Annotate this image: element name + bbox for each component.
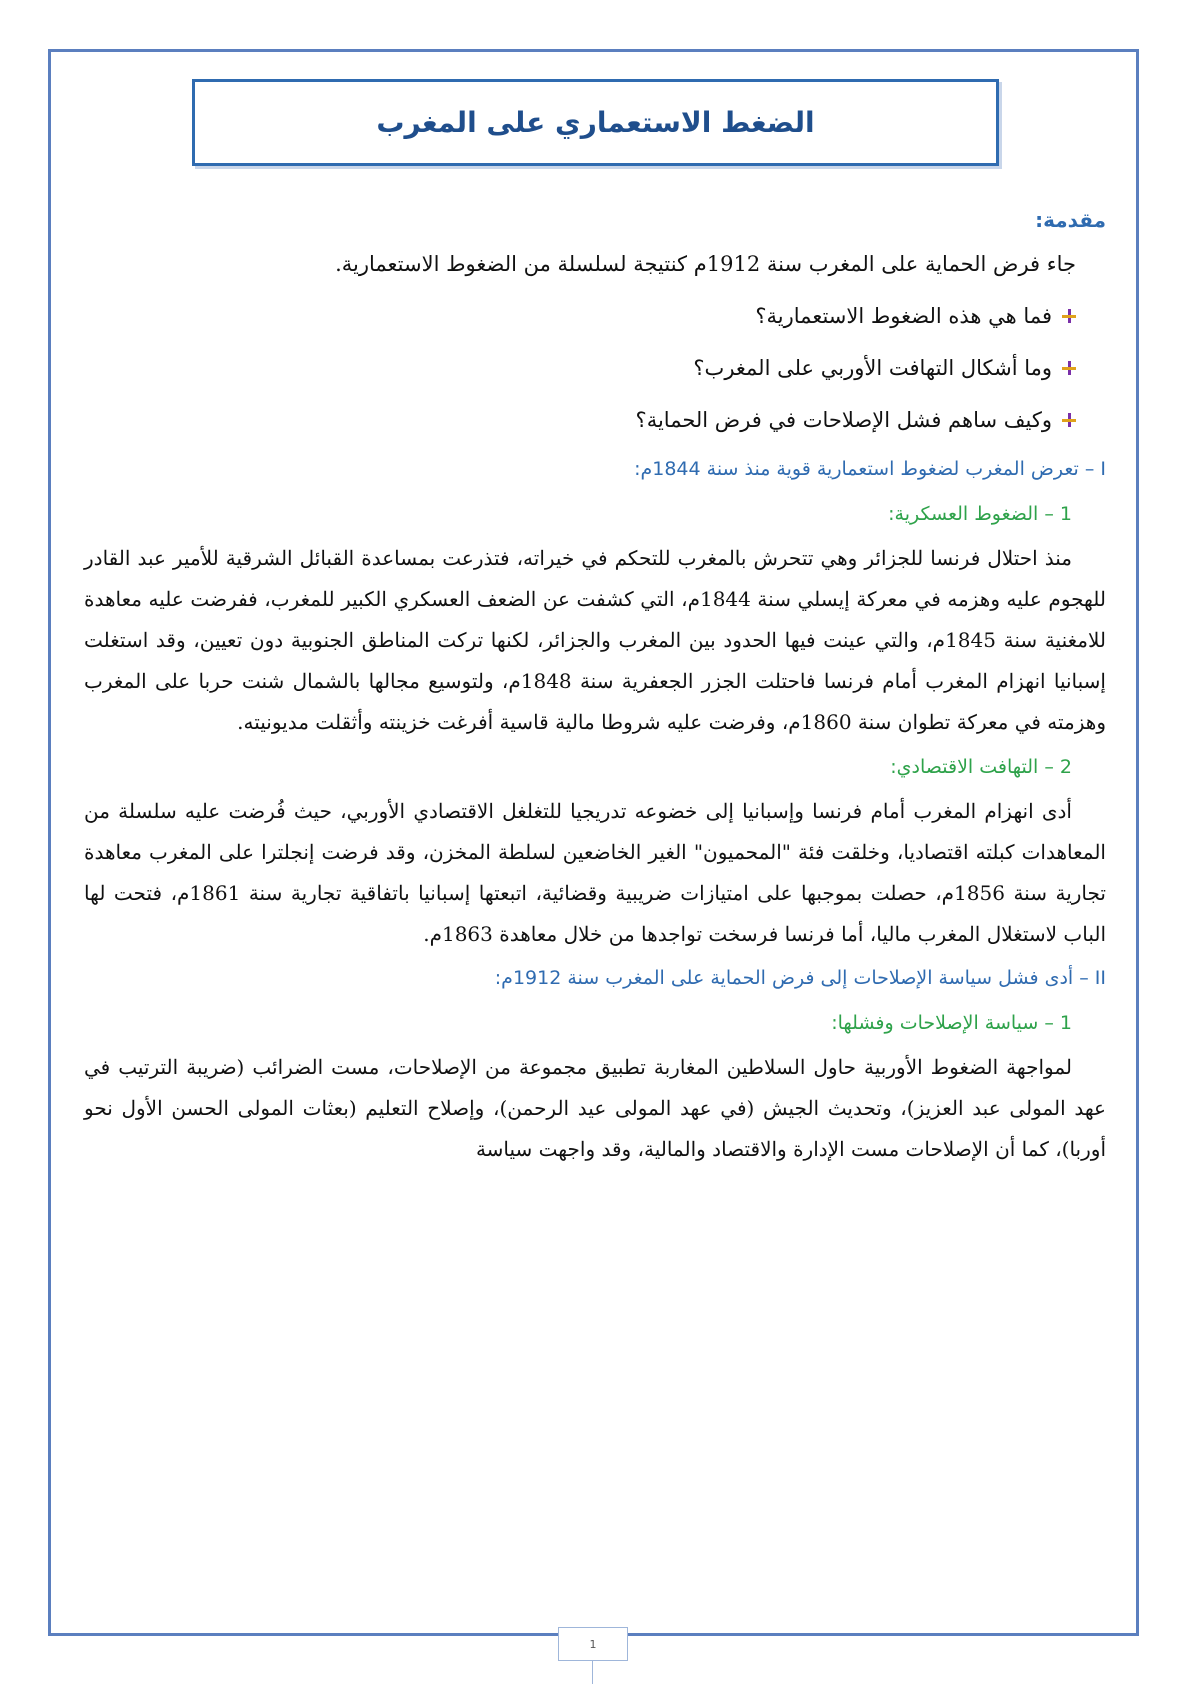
intro-text: جاء فرض الحماية على المغرب سنة 1912م كنتيجة لسلسلة من الضغوط الاستعمارية.	[335, 252, 1076, 276]
section-2-sub-1-paragraph: لمواجهة الضغوط الأوربية حاول السلاطين المغاربة تطبيق مجموعة من الإصلاحات، مست الضرائب (ضريبة الترتيب في عهد المولى عبد العزيز)، وتحديث الجيش (في عهد المولى عيد الرحمن)، وإصلاح التعليم (بعثات المولى الحسن الأول نحو أوربا)، كما أن الإصلاحات مست الإدارة والاقتصاد والمالية، وقد واجهت سياسة	[84, 1055, 1106, 1161]
section-2-heading: II – أدى فشل سياسة الإصلاحات إلى فرض الحماية على المغرب سنة 1912م:	[494, 967, 1106, 989]
intro-heading: مقدمة:	[1035, 208, 1106, 232]
question-item	[84, 342, 1076, 394]
section-1-sub-2-heading: 2 – التهافت الاقتصادي:	[890, 756, 1072, 778]
question-item	[84, 394, 1076, 446]
section-1-heading: I – تعرض المغرب لضغوط استعمارية قوية منذ سنة 1844م:	[634, 458, 1106, 480]
cross-bullet-icon	[1062, 309, 1076, 323]
question-list	[84, 290, 1106, 446]
page-title: الضغط الاستعماري على المغرب	[376, 106, 815, 139]
section-1-sub-1-paragraph: منذ احتلال فرنسا للجزائر وهي تتحرش بالمغرب للتحكم في خيراته، فتذرعت بمساعدة القبائل الشرقية للأمير عبد القادر للهجوم عليه وهزمه في معركة إيسلي سنة 1844م، التي كشفت عن الضعف العسكري الكبير للمغرب، ففرضت عليه معاهدة للامغنية سنة 1845م، والتي عينت فيها الحدود بين المغرب والجزائر، لكنها تركت المناطق الجنوبية دون تعيين، وقد استغلت إسبانيا انهزام المغرب أمام فرنسا فاحتلت الجزر الجعفرية سنة 1848م، ولتوسيع مجالها بالشمال شنت حربا على المغرب وهزمته في معركة تطوان سنة 1860م، وفرضت عليه شروطا مالية قاسية أفرغت خزينته وأثقلت مديونيته.	[84, 546, 1106, 734]
question-text: وما أشكال التهافت الأوربي على المغرب؟	[693, 356, 1052, 380]
question-text: فما هي هذه الضغوط الاستعمارية؟	[755, 304, 1052, 328]
question-item	[84, 290, 1076, 342]
page-number-stem	[592, 1661, 593, 1684]
section-1-sub-1-heading: 1 – الضغوط العسكرية:	[888, 503, 1072, 525]
cross-bullet-icon	[1062, 361, 1076, 375]
section-2-sub-1-heading: 1 – سياسة الإصلاحات وفشلها:	[831, 1012, 1072, 1034]
document-body	[84, 208, 1106, 1176]
title-box	[192, 79, 999, 166]
cross-bullet-icon	[1062, 413, 1076, 427]
page-number-text: 1	[589, 1637, 597, 1651]
question-text: وكيف ساهم فشل الإصلاحات في فرض الحماية؟	[635, 408, 1052, 432]
page-number	[558, 1627, 628, 1661]
section-1-sub-2-paragraph: أدى انهزام المغرب أمام فرنسا وإسبانيا إلى خضوعه تدريجيا للتغلغل الاقتصادي الأوربي، حيث فُرضت عليه سلسلة من المعاهدات كبلته اقتصاديا، وخلقت فئة "المحميون" الغير الخاضعين لسلطة المخزن، وقد فرضت إنجلترا على المغرب معاهدة تجارية سنة 1856م، حصلت بموجبها على امتيازات ضريبية وقضائية، اتبعتها إسبانيا باتفاقية تجارية سنة 1861م، فتحت لها الباب لاستغلال المغرب ماليا، أما فرنسا فرسخت تواجدها من خلال معاهدة 1863م.	[84, 799, 1106, 946]
